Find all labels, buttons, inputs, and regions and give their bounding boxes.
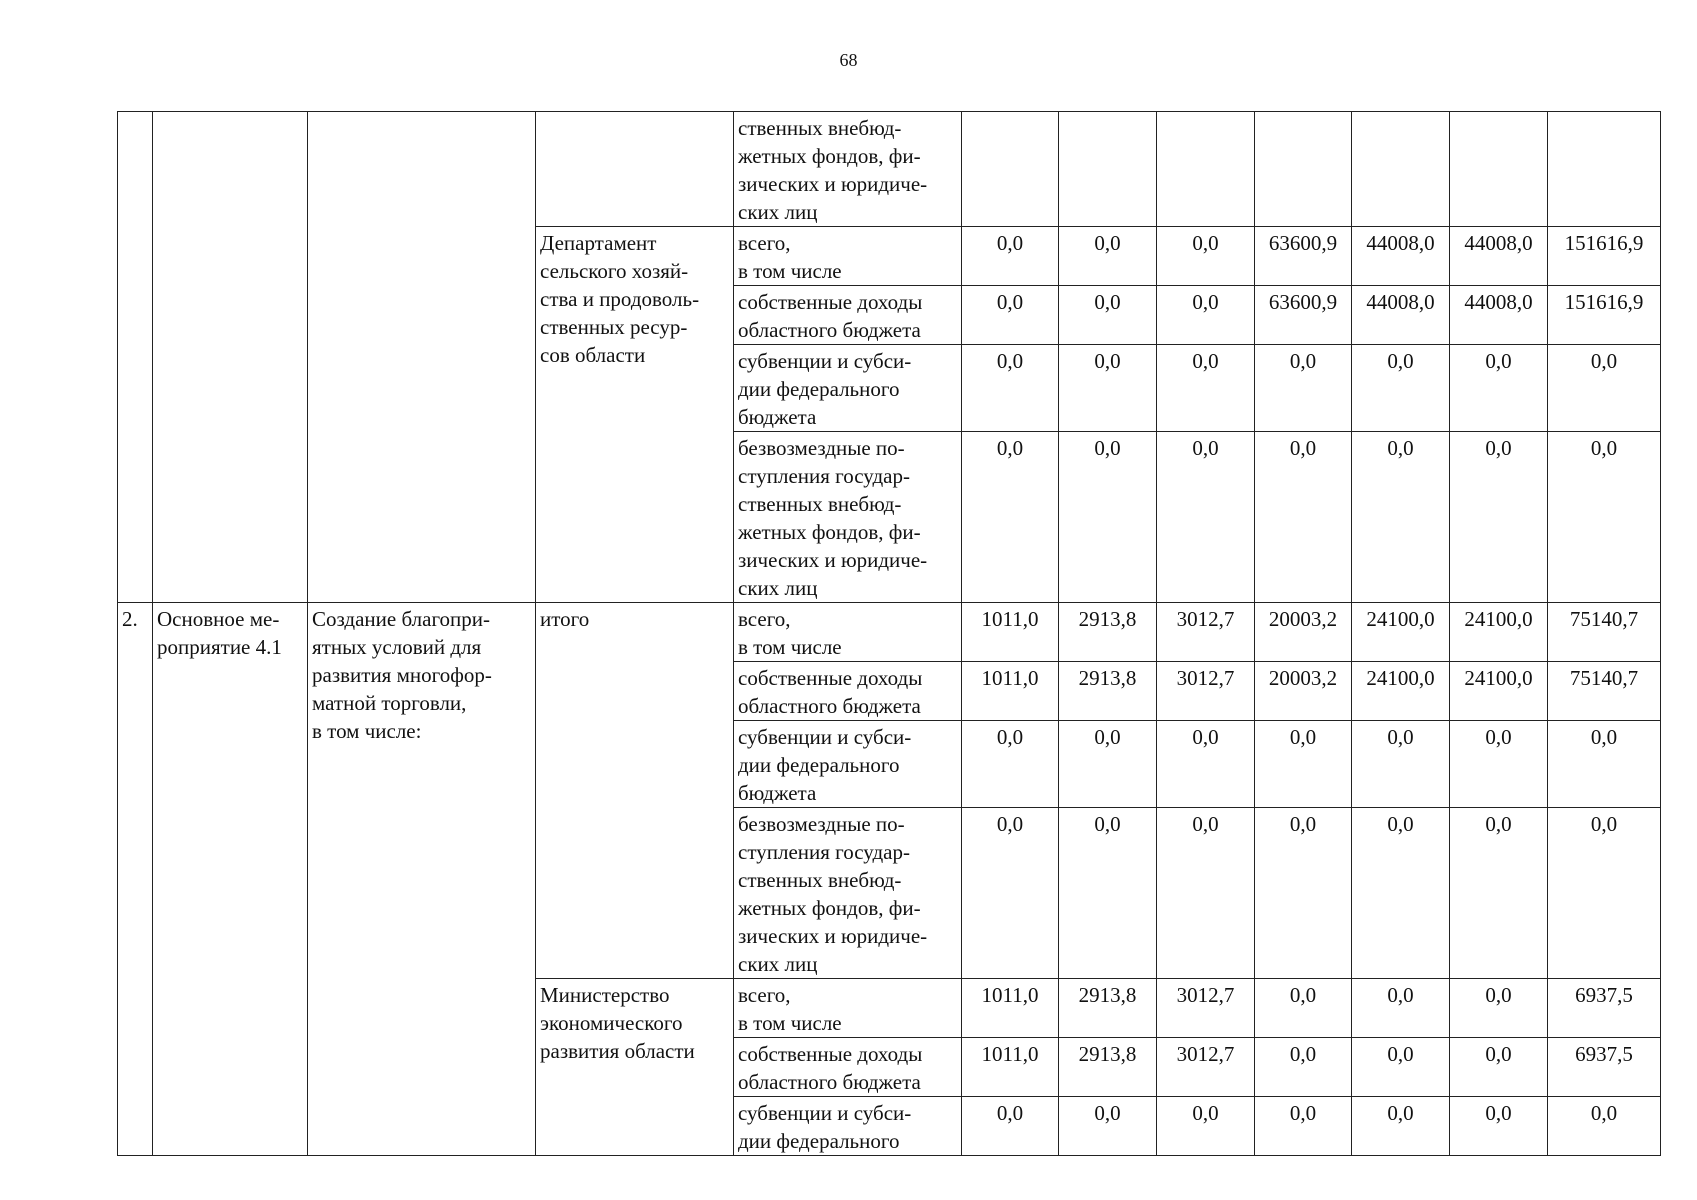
value-cell: 0,0	[1157, 286, 1255, 345]
value-cell: 0,0	[1352, 432, 1450, 603]
value-cell: 75140,7	[1548, 603, 1661, 662]
value-cell	[1255, 112, 1352, 227]
funding-source-cell: ственных внебюд- жетных фондов, фи- зических и юридиче- ских лиц	[734, 112, 962, 227]
value-cell: 0,0	[1157, 345, 1255, 432]
value-cell: 0,0	[1450, 1038, 1548, 1097]
value-cell: 0,0	[1450, 808, 1548, 979]
funding-source-cell: субвенции и субси- дии федерального бюджета	[734, 721, 962, 808]
value-cell	[1548, 112, 1661, 227]
value-cell	[1352, 112, 1450, 227]
funding-source-cell: собственные доходы областного бюджета	[734, 286, 962, 345]
value-cell: 44008,0	[1450, 227, 1548, 286]
value-cell: 0,0	[1548, 432, 1661, 603]
value-cell: 0,0	[1548, 1097, 1661, 1156]
value-cell: 3012,7	[1157, 979, 1255, 1038]
value-cell: 0,0	[1059, 286, 1157, 345]
value-cell: 0,0	[1352, 345, 1450, 432]
value-cell: 0,0	[1157, 227, 1255, 286]
value-cell	[1059, 112, 1157, 227]
value-cell: 6937,5	[1548, 1038, 1661, 1097]
value-cell: 0,0	[962, 1097, 1059, 1156]
activity-cell	[153, 112, 308, 603]
table-row	[118, 112, 1661, 227]
value-cell: 63600,9	[1255, 227, 1352, 286]
value-cell: 2913,8	[1059, 662, 1157, 721]
value-cell: 0,0	[1548, 808, 1661, 979]
value-cell: 0,0	[962, 345, 1059, 432]
row-number-cell	[118, 112, 153, 603]
value-cell: 6937,5	[1548, 979, 1661, 1038]
value-cell: 0,0	[1255, 721, 1352, 808]
description-cell: Создание благопри- ятных условий для развития многофор- матной торговли, в том числе:	[308, 603, 536, 1156]
value-cell: 2913,8	[1059, 1038, 1157, 1097]
value-cell: 2913,8	[1059, 979, 1157, 1038]
value-cell	[1450, 112, 1548, 227]
value-cell: 0,0	[1255, 345, 1352, 432]
value-cell: 24100,0	[1450, 662, 1548, 721]
value-cell: 0,0	[1059, 1097, 1157, 1156]
value-cell: 0,0	[1255, 808, 1352, 979]
funding-source-cell: собственные доходы областного бюджета	[734, 1038, 962, 1097]
value-cell: 0,0	[1059, 808, 1157, 979]
value-cell	[1157, 112, 1255, 227]
value-cell: 0,0	[1450, 979, 1548, 1038]
value-cell: 0,0	[1352, 979, 1450, 1038]
value-cell: 0,0	[1352, 1097, 1450, 1156]
value-cell: 0,0	[962, 227, 1059, 286]
value-cell: 0,0	[1450, 345, 1548, 432]
value-cell: 75140,7	[1548, 662, 1661, 721]
executor-cell: итого	[536, 603, 734, 979]
value-cell: 0,0	[1059, 721, 1157, 808]
row-number-cell: 2.	[118, 603, 153, 1156]
value-cell: 0,0	[1255, 979, 1352, 1038]
value-cell: 3012,7	[1157, 603, 1255, 662]
executor-cell: Департамент сельского хозяй- ства и продоволь- ственных ресур- сов области	[536, 227, 734, 603]
value-cell: 3012,7	[1157, 1038, 1255, 1097]
value-cell: 24100,0	[1450, 603, 1548, 662]
funding-source-cell: всего, в том числе	[734, 603, 962, 662]
value-cell: 0,0	[1352, 808, 1450, 979]
value-cell: 151616,9	[1548, 286, 1661, 345]
value-cell: 0,0	[962, 721, 1059, 808]
value-cell: 1011,0	[962, 979, 1059, 1038]
value-cell: 0,0	[1059, 432, 1157, 603]
value-cell: 0,0	[962, 808, 1059, 979]
value-cell: 0,0	[1450, 721, 1548, 808]
value-cell: 0,0	[1157, 808, 1255, 979]
value-cell: 0,0	[1157, 432, 1255, 603]
value-cell: 1011,0	[962, 662, 1059, 721]
value-cell: 0,0	[962, 286, 1059, 345]
description-cell	[308, 112, 536, 603]
executor-cell	[536, 112, 734, 227]
funding-source-cell: безвозмездные по- ступления государ- ственных внебюд- жетных фондов, фи- зических и юридиче- ских лиц	[734, 808, 962, 979]
funding-source-cell: безвозмездные по- ступления государ- ственных внебюд- жетных фондов, фи- зических и юридиче- ских лиц	[734, 432, 962, 603]
value-cell: 24100,0	[1352, 603, 1450, 662]
value-cell: 0,0	[1255, 1038, 1352, 1097]
value-cell: 63600,9	[1255, 286, 1352, 345]
value-cell: 0,0	[1548, 721, 1661, 808]
value-cell: 0,0	[962, 432, 1059, 603]
value-cell: 2913,8	[1059, 603, 1157, 662]
value-cell: 44008,0	[1352, 286, 1450, 345]
funding-source-cell: всего, в том числе	[734, 979, 962, 1038]
value-cell: 0,0	[1157, 1097, 1255, 1156]
page-number: 68	[839, 50, 858, 70]
value-cell: 44008,0	[1352, 227, 1450, 286]
value-cell: 0,0	[1059, 227, 1157, 286]
table-row	[118, 603, 1661, 662]
value-cell	[962, 112, 1059, 227]
funding-source-cell: собственные доходы областного бюджета	[734, 662, 962, 721]
value-cell: 20003,2	[1255, 603, 1352, 662]
value-cell: 0,0	[1157, 721, 1255, 808]
activity-cell: Основное ме- роприятие 4.1	[153, 603, 308, 1156]
value-cell: 0,0	[1352, 1038, 1450, 1097]
value-cell: 0,0	[1548, 345, 1661, 432]
value-cell: 0,0	[1255, 1097, 1352, 1156]
funding-source-cell: субвенции и субси- дии федерального	[734, 1097, 962, 1156]
value-cell: 0,0	[1059, 345, 1157, 432]
value-cell: 1011,0	[962, 1038, 1059, 1097]
value-cell: 1011,0	[962, 603, 1059, 662]
value-cell: 0,0	[1255, 432, 1352, 603]
funding-source-cell: субвенции и субси- дии федерального бюджета	[734, 345, 962, 432]
value-cell: 0,0	[1450, 1097, 1548, 1156]
value-cell: 0,0	[1450, 432, 1548, 603]
value-cell: 3012,7	[1157, 662, 1255, 721]
value-cell: 151616,9	[1548, 227, 1661, 286]
budget-table	[117, 111, 1661, 1156]
value-cell: 24100,0	[1352, 662, 1450, 721]
value-cell: 0,0	[1352, 721, 1450, 808]
value-cell: 44008,0	[1450, 286, 1548, 345]
executor-cell: Министерство экономического развития области	[536, 979, 734, 1156]
value-cell: 20003,2	[1255, 662, 1352, 721]
funding-source-cell: всего, в том числе	[734, 227, 962, 286]
